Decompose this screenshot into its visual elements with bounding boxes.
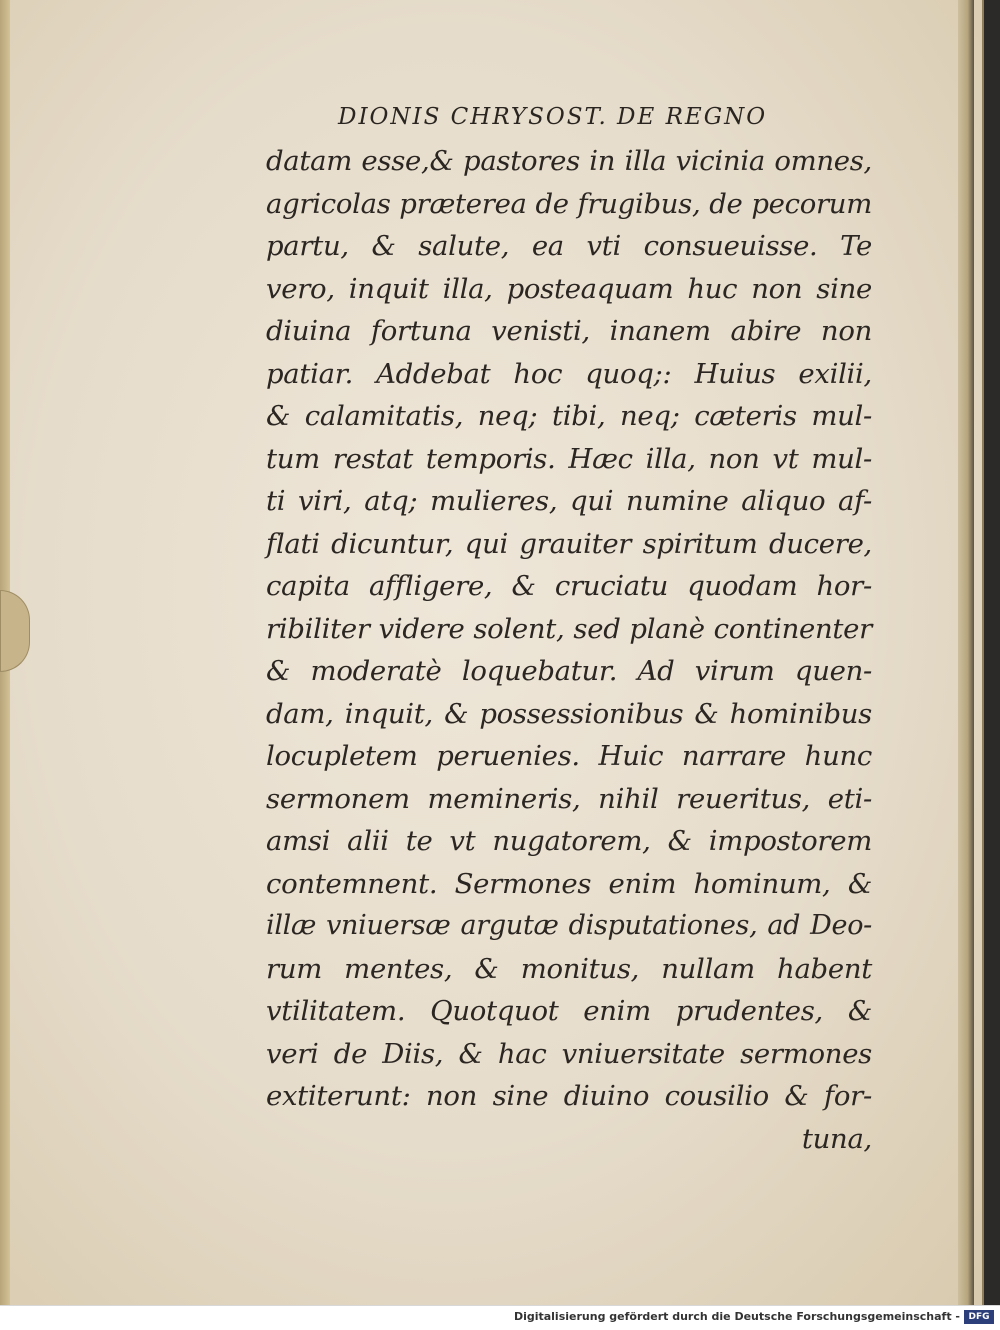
text-line: vtilitatem. Quotquot enim prudentes, &	[266, 995, 872, 1027]
page-body-text	[266, 140, 872, 1160]
text-line: ribiliter videre solent, sed planè continenter	[266, 612, 872, 645]
text-line: datam esse,& pastores in illa vicinia omnes,	[266, 145, 872, 177]
footer-credit: Digitalisierung gefördert durch die Deutsche Forschungsgemeinschaft -	[513, 1310, 960, 1323]
text-line: patiar. Addebat hoc quoq;: Huius exilii,	[266, 357, 872, 390]
text-line: tum restat temporis. Hæc illa, non vt mul-	[266, 442, 872, 475]
text-line: diuina fortuna venisti, inanem abire non	[266, 315, 872, 347]
text-line: amsi alii te vt nugatorem, & impostorem	[266, 825, 872, 857]
text-line: locupletem peruenies. Huic narrare hunc	[266, 740, 872, 772]
text-line: flati dicuntur, qui grauiter spiritum ducere,	[266, 527, 872, 560]
text-line: sermonem memineris, nihil reueritus, eti-	[266, 782, 872, 815]
catchword: tuna,	[801, 1122, 872, 1155]
text-line: & calamitatis, neq; tibi, neq; cæteris mul-	[266, 400, 872, 432]
text-line: ti viri, atq; mulieres, qui numine aliquo af-	[266, 485, 872, 517]
text-line: agricolas præterea de frugibus, de pecorum	[266, 187, 872, 220]
text-line: vero, inquit illa, posteaquam huc non sine	[266, 272, 872, 305]
book-edge-right	[958, 0, 974, 1305]
text-line: illæ vniuersæ argutæ disputationes, ad Deo-	[266, 910, 872, 941]
text-line: capita affligere, & cruciatu quodam hor-	[266, 570, 872, 602]
running-header: DIONIS CHRYSOST. DE REGNO	[338, 104, 768, 130]
dfg-logo-icon[interactable]: DFG	[964, 1310, 994, 1324]
text-line: contemnent. Sermones enim hominum, &	[266, 867, 872, 900]
text-line: & moderatè loquebatur. Ad virum quen-	[266, 655, 872, 687]
text-line: dam, inquit, & possessionibus & hominibus	[266, 697, 872, 730]
text-line: veri de Diis, & hac vniuersitate sermones	[266, 1037, 872, 1070]
text-line: partu, & salute, ea vti consueuisse. Te	[266, 230, 872, 262]
text-line: extiterunt: non sine diuino cousilio & for-	[266, 1080, 872, 1112]
footer-bar	[0, 1305, 1000, 1330]
text-line: rum mentes, & monitus, nullam habent	[266, 952, 872, 985]
